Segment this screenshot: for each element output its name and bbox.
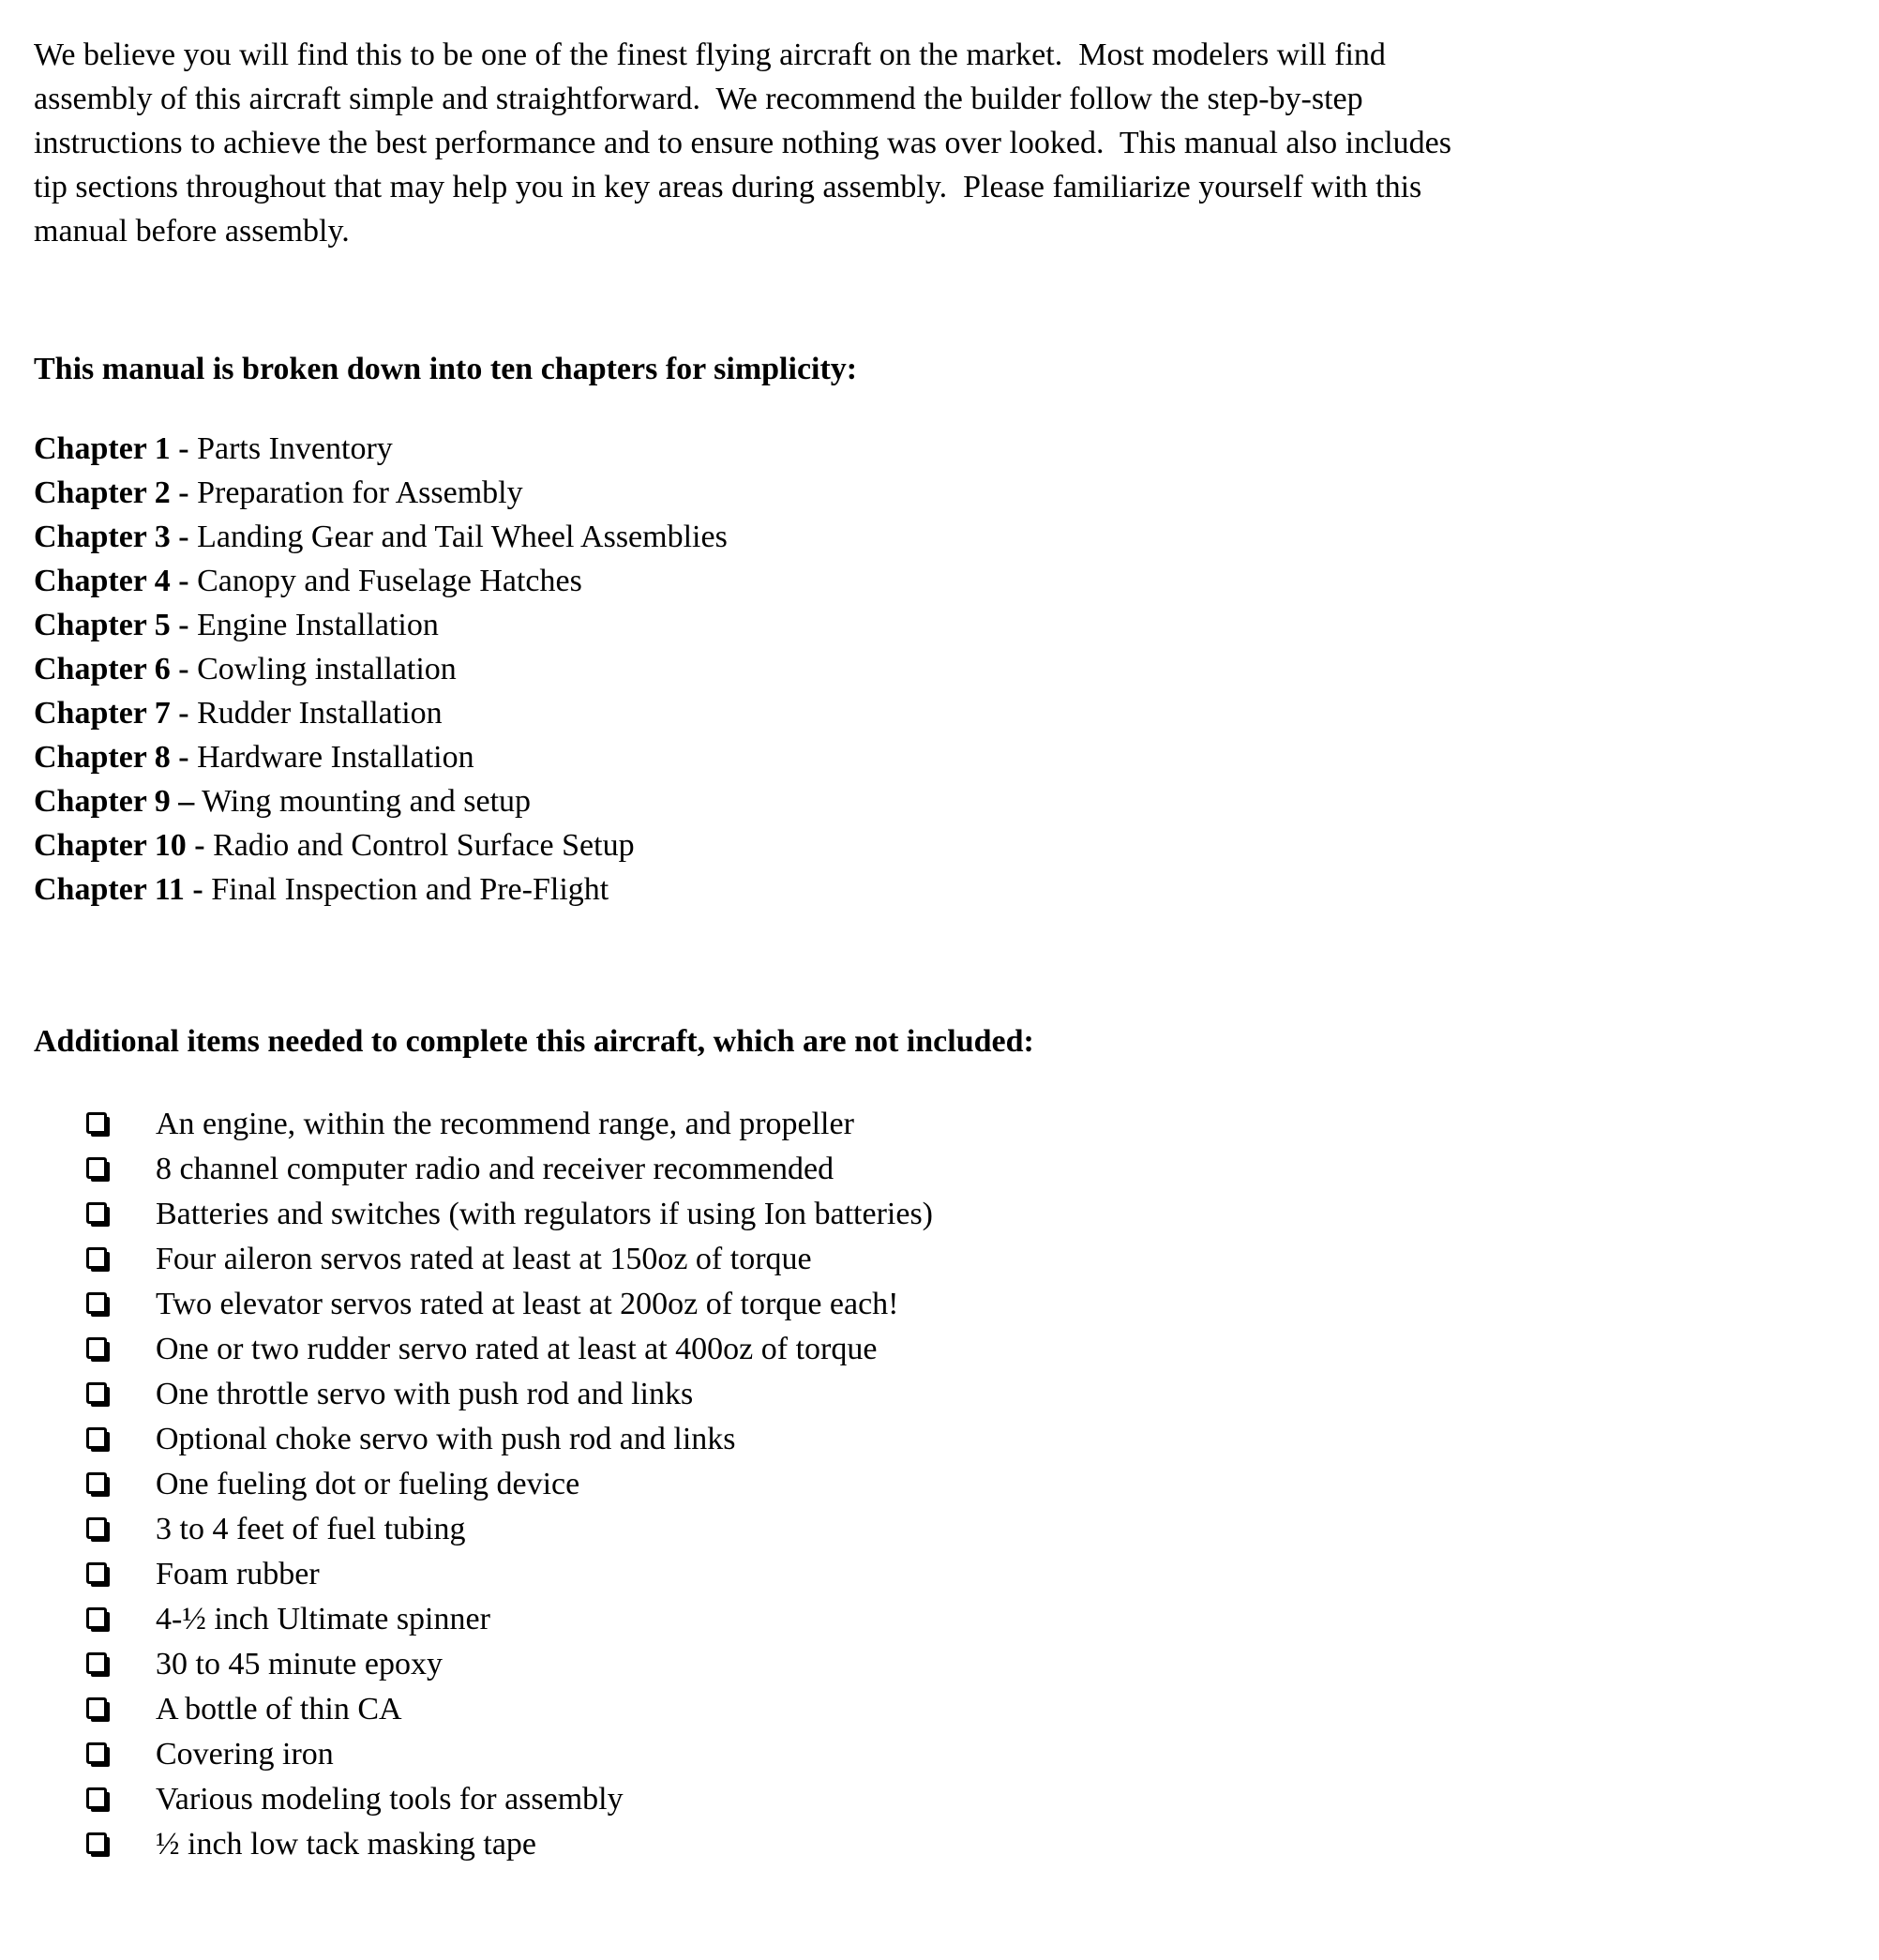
chapter-entry	[34, 779, 1841, 823]
chapter-title: Cowling installation	[197, 652, 457, 686]
checkbox-icon	[86, 1247, 107, 1269]
checklist-item	[34, 1642, 1841, 1687]
intro-line: tip sections throughout that may help you in key areas during assembly. Please familiarize yourself with this	[34, 170, 1422, 204]
chapter-entry	[34, 603, 1841, 647]
checklist-item	[34, 1417, 1841, 1462]
checkbox-icon	[86, 1787, 107, 1809]
checklist-item	[34, 1507, 1841, 1552]
checklist-item-text: 3 to 4 feet of fuel tubing	[156, 1512, 466, 1546]
chapter-title: Engine Installation	[197, 608, 439, 642]
chapter-label: Chapter 10 -	[34, 828, 205, 863]
checklist-item	[34, 1462, 1841, 1507]
checklist-item	[34, 1597, 1841, 1642]
checkbox-icon	[86, 1427, 107, 1449]
chapter-title: Radio and Control Surface Setup	[213, 828, 635, 863]
chapter-label: Chapter 11 -	[34, 872, 203, 907]
chapter-label: Chapter 7 -	[34, 696, 189, 731]
additional-items-heading: Additional items needed to complete this aircraft, which are not included:	[34, 1024, 1034, 1059]
checklist-item	[34, 1822, 1841, 1867]
checkbox-icon	[86, 1562, 107, 1584]
chapter-title: Wing mounting and setup	[202, 784, 532, 819]
checklist-item-text: ½ inch low tack masking tape	[156, 1827, 537, 1862]
checklist-item	[34, 1147, 1841, 1192]
checklist-item-text: 8 channel computer radio and receiver recommended	[156, 1152, 834, 1186]
checkbox-icon	[86, 1697, 107, 1719]
chapter-entry	[34, 691, 1841, 735]
checklist-item-text: Four aileron servos rated at least at 150oz of torque	[156, 1242, 812, 1276]
chapter-label: Chapter 2 -	[34, 475, 189, 510]
chapter-entry	[34, 559, 1841, 603]
checklist-item	[34, 1552, 1841, 1597]
checklist-item	[34, 1327, 1841, 1372]
checkbox-icon	[86, 1382, 107, 1404]
checklist-item-text: 30 to 45 minute epoxy	[156, 1647, 443, 1681]
checklist-item	[34, 1732, 1841, 1777]
chapter-entry	[34, 735, 1841, 779]
checklist-item-text: One fueling dot or fueling device	[156, 1467, 580, 1501]
chapter-entry	[34, 427, 1841, 471]
checklist-item-text: One or two rudder servo rated at least at 400oz of torque	[156, 1332, 878, 1366]
intro-line: instructions to achieve the best performance and to ensure nothing was over looked. This manual also includes	[34, 126, 1451, 160]
checkbox-icon	[86, 1202, 107, 1224]
chapter-label: Chapter 5 -	[34, 608, 189, 642]
checklist-item-text: Optional choke servo with push rod and links	[156, 1422, 736, 1456]
checkbox-icon	[86, 1652, 107, 1674]
chapter-title: Canopy and Fuselage Hatches	[197, 564, 582, 598]
checklist-item-text: 4-½ inch Ultimate spinner	[156, 1602, 490, 1636]
checklist-item-text: Foam rubber	[156, 1557, 320, 1591]
chapter-label: Chapter 6 -	[34, 652, 189, 686]
checklist-item-text: One throttle servo with push rod and links	[156, 1377, 694, 1411]
checklist-item-text: Two elevator servos rated at least at 200oz of torque each!	[156, 1287, 899, 1321]
chapter-label: Chapter 8 -	[34, 740, 189, 775]
checkbox-icon	[86, 1157, 107, 1179]
chapter-title: Final Inspection and Pre-Flight	[211, 872, 609, 907]
chapter-title: Rudder Installation	[197, 696, 443, 731]
checklist-item	[34, 1777, 1841, 1822]
checkbox-icon	[86, 1112, 107, 1134]
chapter-title: Landing Gear and Tail Wheel Assemblies	[197, 520, 728, 554]
checklist-item-text: A bottle of thin CA	[156, 1692, 402, 1726]
chapter-entry	[34, 823, 1841, 867]
checkbox-icon	[86, 1337, 107, 1359]
checklist-item	[34, 1282, 1841, 1327]
checkbox-icon	[86, 1607, 107, 1629]
chapter-entry	[34, 867, 1841, 912]
additional-items-checklist	[34, 1102, 1841, 1867]
checklist-item-text: Various modeling tools for assembly	[156, 1782, 624, 1817]
chapter-title: Parts Inventory	[197, 431, 393, 466]
checkbox-icon	[86, 1292, 107, 1314]
checkbox-icon	[86, 1742, 107, 1764]
chapter-title: Preparation for Assembly	[197, 475, 523, 510]
checklist-item-text: Batteries and switches (with regulators if using Ion batteries)	[156, 1197, 933, 1231]
checkbox-icon	[86, 1832, 107, 1854]
chapter-label: Chapter 4 -	[34, 564, 189, 598]
chapter-title: Hardware Installation	[197, 740, 474, 775]
chapter-label: Chapter 3 -	[34, 520, 189, 554]
intro-line: manual before assembly.	[34, 214, 350, 249]
chapter-label: Chapter 1 -	[34, 431, 189, 466]
chapter-entry	[34, 515, 1841, 559]
checklist-item	[34, 1372, 1841, 1417]
chapter-label: Chapter 9 –	[34, 784, 195, 819]
checklist-item	[34, 1237, 1841, 1282]
chapter-entry	[34, 647, 1841, 691]
checklist-item	[34, 1192, 1841, 1237]
intro-line: We believe you will find this to be one of the finest flying aircraft on the market. Most modelers will find	[34, 38, 1386, 72]
checklist-item-text: An engine, within the recommend range, and propeller	[156, 1107, 854, 1141]
checklist-item	[34, 1687, 1841, 1732]
intro-paragraph	[34, 33, 1841, 253]
chapter-list	[34, 427, 1841, 912]
checkbox-icon	[86, 1472, 107, 1494]
checklist-item	[34, 1102, 1841, 1147]
checkbox-icon	[86, 1517, 107, 1539]
checklist-item-text: Covering iron	[156, 1737, 334, 1772]
chapters-heading: This manual is broken down into ten chapters for simplicity:	[34, 352, 858, 386]
intro-line: assembly of this aircraft simple and straightforward. We recommend the builder follow the step-by-step	[34, 82, 1363, 116]
chapter-entry	[34, 471, 1841, 515]
